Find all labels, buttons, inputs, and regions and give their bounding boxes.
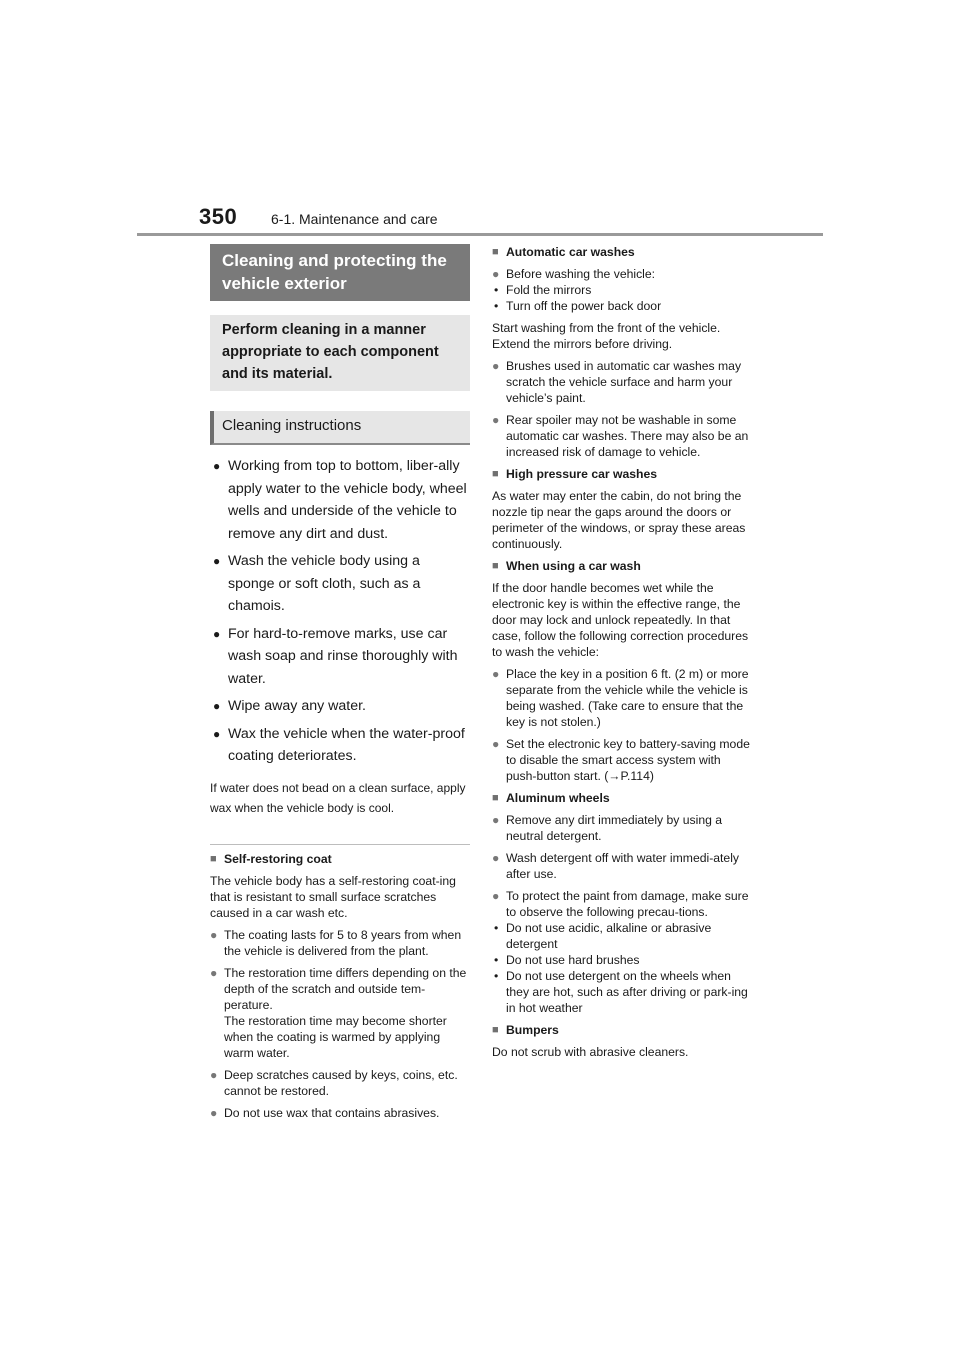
dot-icon: •	[494, 283, 499, 297]
bullet-icon: ●	[213, 626, 221, 641]
subheading-automatic-car-washes: ■ Automatic car washes	[492, 245, 635, 259]
list-item: ● Wipe away any water.	[210, 695, 470, 718]
bullet-icon: ●	[213, 726, 221, 741]
divider	[210, 844, 470, 845]
bullet-icon: ●	[213, 459, 221, 473]
list-item: ● Wax the vehicle when the water-proof coating deteriorates.	[210, 723, 470, 768]
dot-icon: •	[494, 299, 499, 313]
square-icon: ■	[492, 1024, 499, 1036]
left-column	[210, 244, 470, 1121]
list-item: ● Do not use wax that contains abrasives.	[210, 1105, 440, 1120]
subheading-self-restoring: ■ Self-restoring coat	[210, 851, 332, 866]
paragraph: Start washing from the front of the vehicle. Extend the mirrors before driving.	[492, 321, 721, 351]
right-column	[492, 244, 754, 1060]
square-icon: ■	[492, 792, 499, 804]
bullet-icon: ●	[492, 267, 500, 281]
instructions-heading: Cleaning instructions	[210, 411, 470, 445]
bullet-icon: ●	[213, 554, 221, 568]
intro-text: Perform cleaning in a manner appropriate to each component and its material.	[210, 315, 470, 391]
section-label: 6-1. Maintenance and care	[271, 211, 438, 227]
header-rule	[137, 233, 823, 236]
bullet-icon: ●	[210, 1067, 218, 1082]
sub-list-item: • Do not use detergent on the wheels when they are hot, such as after driving or park-ing in hot weather	[494, 969, 748, 1015]
subheading-aluminum-wheels: ■ Aluminum wheels	[492, 791, 610, 805]
sub-list-item: • Do not use hard brushes	[494, 953, 640, 967]
list-item: ● Brushes used in automatic car washes may scratch the vehicle surface and harm your vehicle’s paint.	[492, 359, 742, 405]
bullet-icon: ●	[213, 699, 221, 713]
list-item: ● Working from top to bottom, liber-ally apply water to the vehicle body, wheel wells and underside of the vehicle to remove any dirt and dust.	[210, 455, 470, 545]
list-item: ● The coating lasts for 5 to 8 years from when the vehicle is delivered from the plant.	[210, 927, 462, 958]
list-item: ● Before washing the vehicle:	[492, 267, 656, 281]
list-item: ● Wash the vehicle body using a sponge or soft cloth, such as a chamois.	[210, 550, 470, 618]
dot-icon: •	[494, 953, 499, 967]
bullet-icon: ●	[492, 667, 500, 681]
bullet-icon: ●	[210, 1105, 218, 1120]
bullet-icon: ●	[210, 927, 218, 942]
dot-icon: •	[494, 921, 499, 935]
bullet-icon: ●	[492, 413, 500, 427]
subheading-bumpers: ■ Bumpers	[492, 1023, 559, 1037]
list-item: ● The restoration time differs depending on the depth of the scratch and outside tem-perature. The restoration time may become shorter when the coating is warmed by applying warm water.	[210, 965, 467, 1060]
sub-list-item: • Fold the mirrors	[494, 283, 592, 297]
list-item: ● Set the electronic key to battery-saving mode to disable the smart access system with push-button start. (→P.114)	[492, 737, 750, 783]
page-number: 350	[199, 204, 238, 229]
list-item: ● Wash detergent off with water immedi-ately after use.	[492, 851, 740, 881]
list-item: ● To protect the paint from damage, make sure to observe the following precau-tions.	[492, 889, 749, 919]
list-item: ● Rear spoiler may not be washable in some automatic car washes. There may also be an increased risk of damage to vehicle.	[492, 413, 749, 459]
bullet-icon: ●	[492, 813, 500, 827]
square-icon: ■	[492, 468, 499, 480]
subheading-car-wash: ■ When using a car wash	[492, 559, 641, 573]
square-icon: ■	[492, 560, 499, 572]
bullet-icon: ●	[492, 359, 500, 373]
bullet-icon: ●	[492, 737, 500, 751]
bullet-icon: ●	[492, 851, 500, 865]
list-item: ● Deep scratches caused by keys, coins, etc. cannot be restored.	[210, 1067, 458, 1098]
sub-list-item: • Turn off the power back door	[494, 299, 662, 313]
paragraph: If the door handle becomes wet while the electronic key is within the effective range, the door may lock and unlock repeatedly. In that case, follow the following correction procedures to wash the vehicle:	[492, 581, 749, 659]
bullet-icon: ●	[210, 965, 218, 980]
sub-list-item: • Do not use acidic, alkaline or abrasive detergent	[494, 921, 712, 951]
paragraph: The vehicle body has a self-restoring coat-ing that is resistant to small surface scratches caused in a car wash etc.	[210, 873, 456, 920]
paragraph: Do not scrub with abrasive cleaners.	[492, 1045, 689, 1059]
square-icon: ■	[492, 246, 499, 258]
page-title: Cleaning and protecting the vehicle exterior	[210, 244, 470, 301]
paragraph: As water may enter the cabin, do not bring the nozzle tip near the gaps around the doors or perimeter of the windows, or spray these areas continuously.	[492, 489, 746, 551]
dot-icon: •	[494, 969, 499, 983]
instructions-list	[210, 455, 470, 768]
list-item: ● Place the key in a position 6 ft. (2 m) or more separate from the vehicle while the vehicle is being washed. (Take care to ensure that the key is not stolen.)	[492, 667, 749, 729]
list-item: ● For hard-to-remove marks, use car wash soap and rinse thoroughly with water.	[210, 623, 470, 691]
bullet-icon: ●	[492, 889, 500, 903]
wax-note: If water does not bead on a clean surface, apply wax when the vehicle body is cool.	[210, 780, 466, 815]
square-icon: ■	[210, 852, 217, 865]
subheading-high-pressure: ■ High pressure car washes	[492, 467, 658, 481]
page-header	[199, 204, 823, 234]
list-item: ● Remove any dirt immediately by using a neutral detergent.	[492, 813, 723, 843]
